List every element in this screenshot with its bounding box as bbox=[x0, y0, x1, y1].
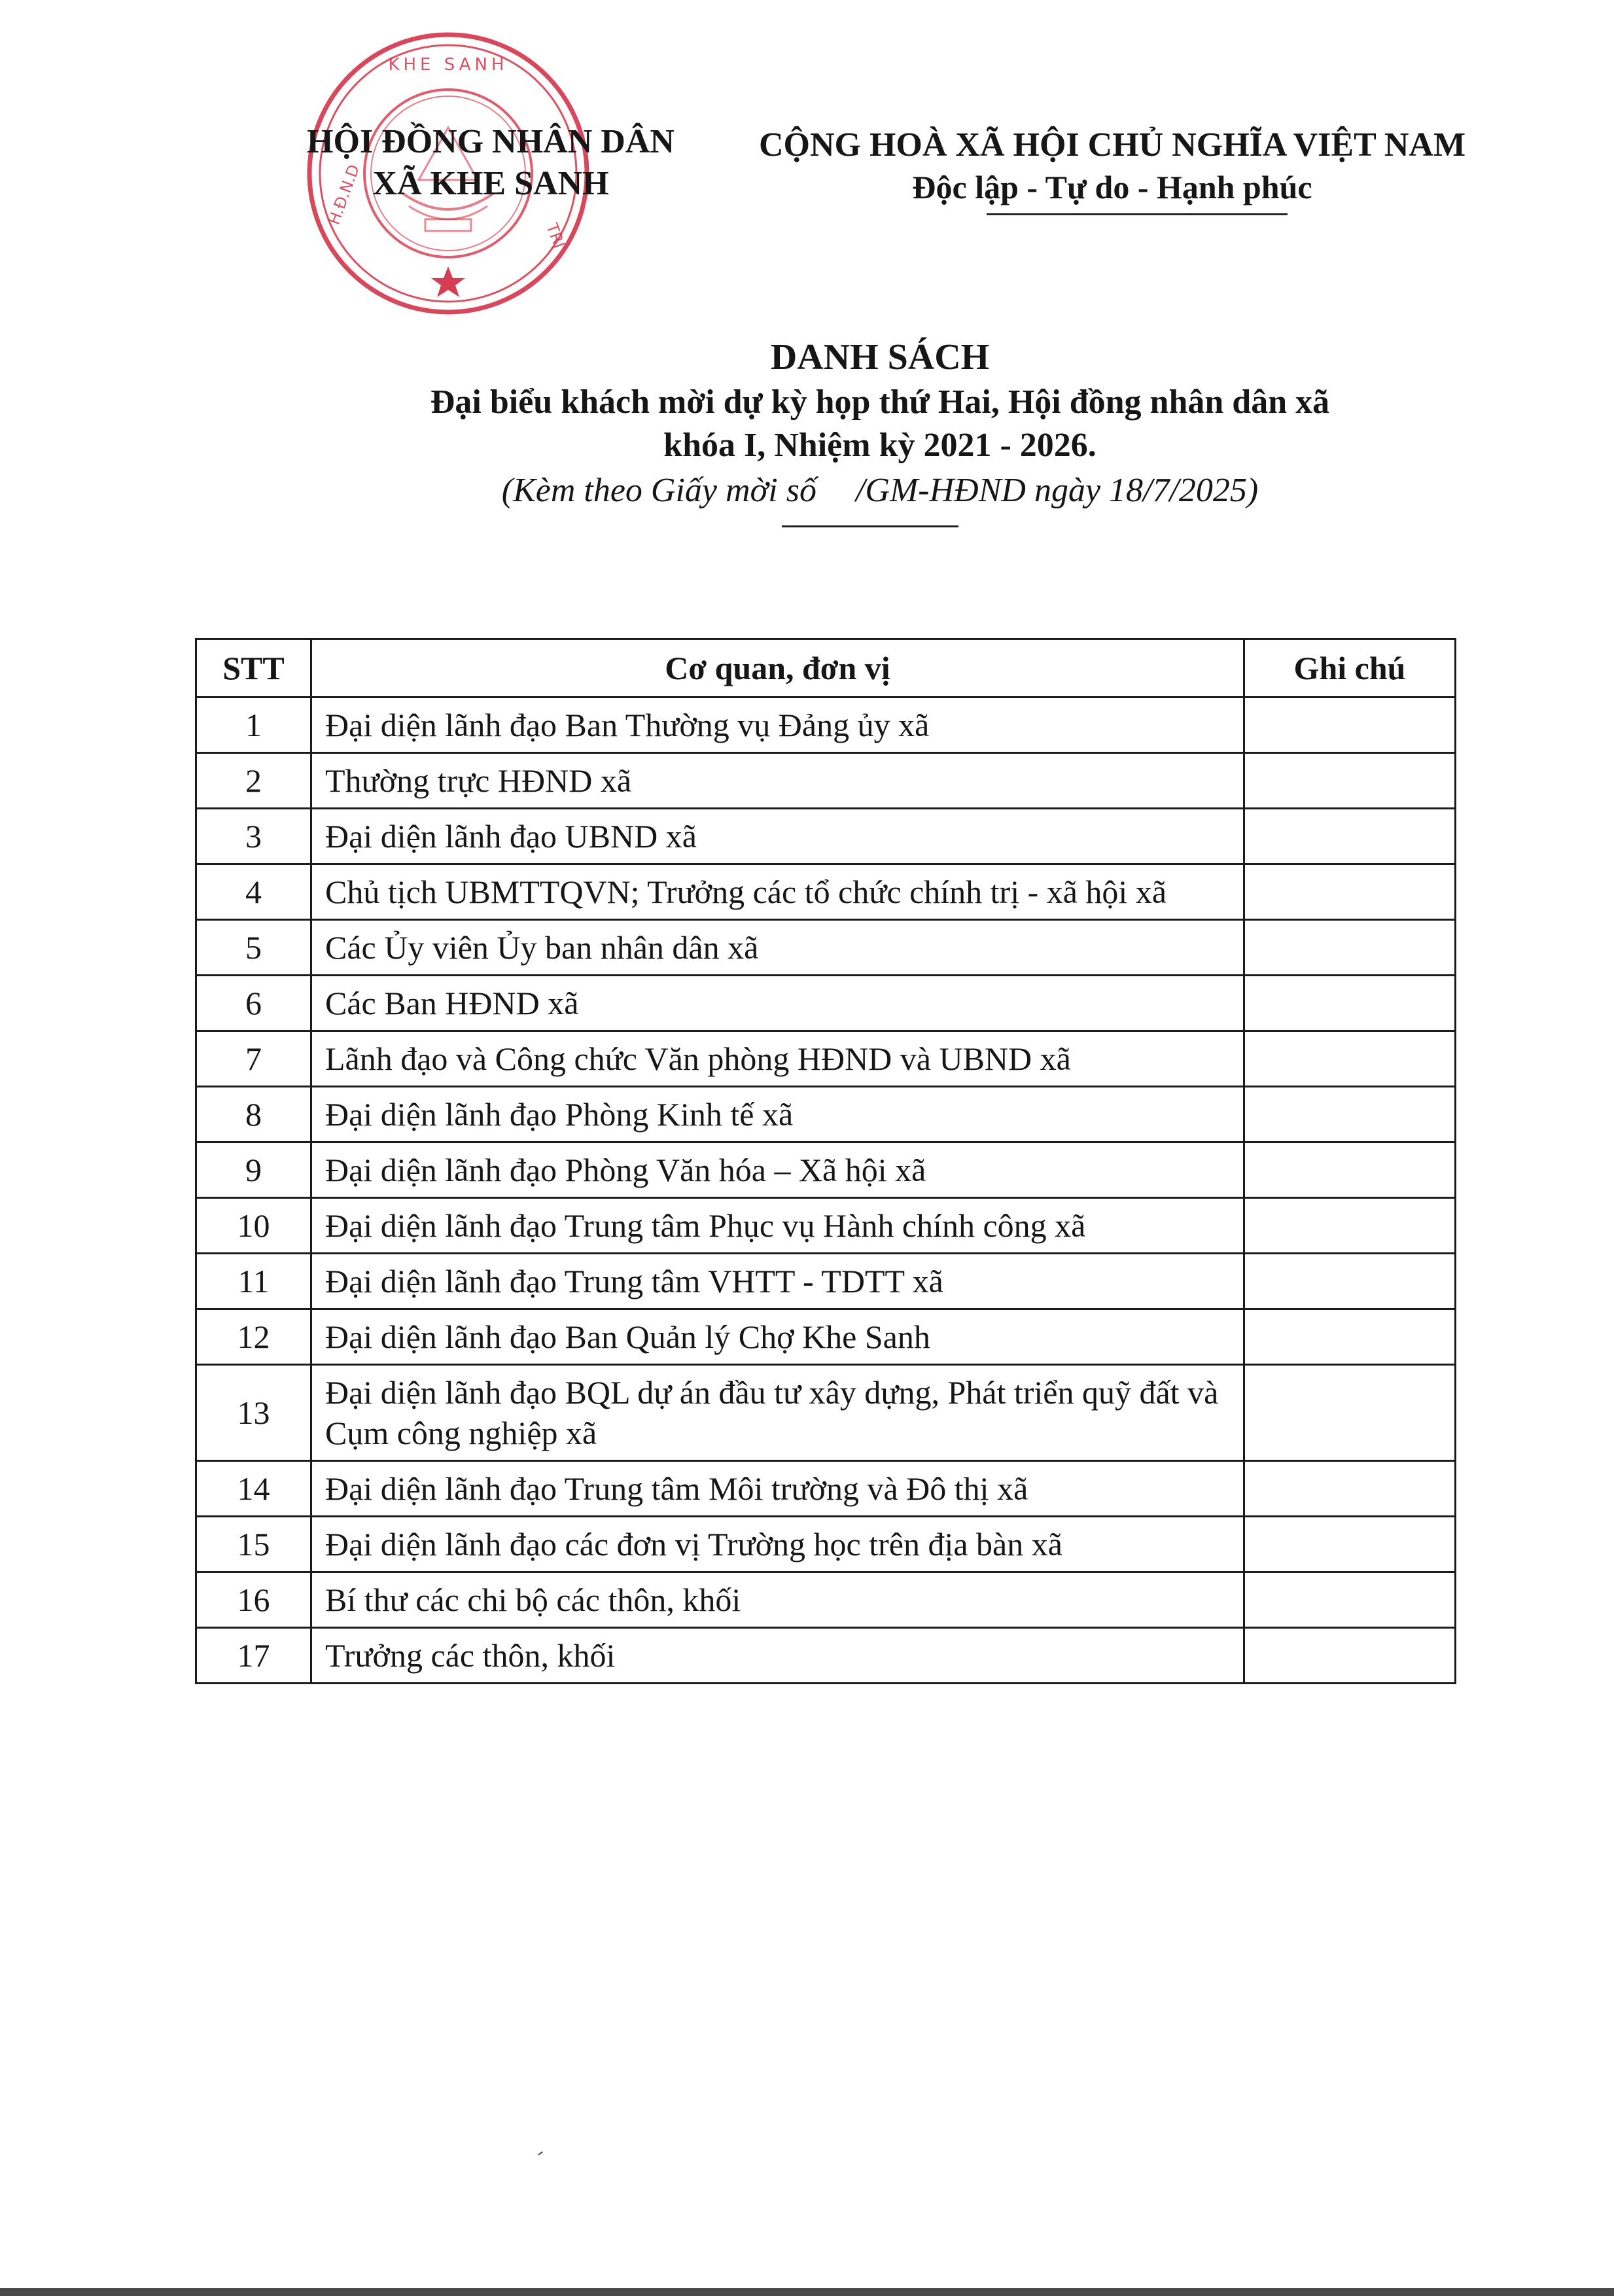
attachment-note bbox=[196, 467, 1564, 514]
note-cell bbox=[1244, 1628, 1456, 1684]
stt-cell: 14 bbox=[196, 1461, 311, 1517]
document-subtitle-line-1: Đại biểu khách mời dự kỳ họp thứ Hai, Hội đồng nhân dân xã bbox=[430, 383, 1330, 421]
note-cell bbox=[1244, 1087, 1456, 1142]
issuing-authority bbox=[262, 121, 720, 205]
note-cell bbox=[1244, 1142, 1456, 1198]
unit-cell: Lãnh đạo và Công chức Văn phòng HĐND và UBND xã bbox=[311, 1031, 1244, 1087]
stt-cell: 15 bbox=[196, 1517, 311, 1572]
unit-cell: Đại diện lãnh đạo Phòng Văn hóa – Xã hội xã bbox=[311, 1142, 1244, 1198]
invitee-table bbox=[195, 638, 1456, 1684]
unit-cell: Đại diện lãnh đạo các đơn vị Trường học trên địa bàn xã bbox=[311, 1517, 1244, 1572]
stt-cell: 12 bbox=[196, 1309, 311, 1365]
stt-cell: 17 bbox=[196, 1628, 311, 1684]
note-cell bbox=[1244, 1365, 1456, 1461]
national-motto: Độc lập - Tự do - Hạnh phúc bbox=[912, 169, 1312, 205]
attachment-note-part-1: (Kèm theo Giấy mời số bbox=[501, 472, 816, 509]
note-cell bbox=[1244, 1572, 1456, 1628]
document-title: DANH SÁCH bbox=[770, 337, 990, 378]
table-row bbox=[196, 1254, 1456, 1309]
unit-cell: Đại diện lãnh đạo BQL dự án đầu tư xây dựng, Phát triển quỹ đất và Cụm công nghiệp xã bbox=[311, 1365, 1244, 1461]
table-body bbox=[196, 698, 1456, 1684]
stt-cell: 6 bbox=[196, 976, 311, 1031]
note-cell bbox=[1244, 1254, 1456, 1309]
table-row bbox=[196, 1461, 1456, 1517]
table-row bbox=[196, 1628, 1456, 1684]
unit-cell: Đại diện lãnh đạo Phòng Kinh tế xã bbox=[311, 1087, 1244, 1142]
stt-cell: 5 bbox=[196, 920, 311, 976]
unit-cell: Thường trực HĐND xã bbox=[311, 753, 1244, 809]
table-row bbox=[196, 753, 1456, 809]
table-row bbox=[196, 1087, 1456, 1142]
note-cell bbox=[1244, 864, 1456, 920]
note-cell bbox=[1244, 1198, 1456, 1254]
stt-cell: 9 bbox=[196, 1142, 311, 1198]
stt-cell: 2 bbox=[196, 753, 311, 809]
scan-speck bbox=[538, 2151, 543, 2155]
table-row bbox=[196, 920, 1456, 976]
table-row bbox=[196, 864, 1456, 920]
header-stt: STT bbox=[196, 639, 311, 698]
stt-cell: 4 bbox=[196, 864, 311, 920]
unit-cell: Đại diện lãnh đạo Trung tâm Phục vụ Hành chính công xã bbox=[311, 1198, 1244, 1254]
unit-cell: Trưởng các thôn, khối bbox=[311, 1628, 1244, 1684]
note-cell bbox=[1244, 753, 1456, 809]
stt-cell: 7 bbox=[196, 1031, 311, 1087]
table-row bbox=[196, 1517, 1456, 1572]
unit-cell: Bí thư các chi bộ các thôn, khối bbox=[311, 1572, 1244, 1628]
table-row bbox=[196, 1142, 1456, 1198]
authority-line-2: XÃ KHE SANH bbox=[372, 165, 609, 202]
table-header-row bbox=[196, 639, 1456, 698]
table-row bbox=[196, 976, 1456, 1031]
title-underline bbox=[782, 525, 958, 527]
nation-name: CỘNG HOÀ XÃ HỘI CHỦ NGHĨA VIỆT NAM bbox=[758, 126, 1466, 164]
table-row bbox=[196, 809, 1456, 864]
note-cell bbox=[1244, 809, 1456, 864]
table-row bbox=[196, 1365, 1456, 1461]
unit-cell: Đại diện lãnh đạo Trung tâm Môi trường và Đô thị xã bbox=[311, 1461, 1244, 1517]
table-row bbox=[196, 1198, 1456, 1254]
unit-cell: Đại diện lãnh đạo Trung tâm VHTT - TDTT xã bbox=[311, 1254, 1244, 1309]
scan-bottom-edge bbox=[0, 2288, 1614, 2296]
table-row bbox=[196, 1572, 1456, 1628]
unit-cell: Chủ tịch UBMTTQVN; Trưởng các tổ chức chính trị - xã hội xã bbox=[311, 864, 1244, 920]
stt-cell: 10 bbox=[196, 1198, 311, 1254]
stt-cell: 3 bbox=[196, 809, 311, 864]
svg-text:TRỊ: TRỊ bbox=[542, 221, 569, 251]
unit-cell: Các Ban HĐND xã bbox=[311, 976, 1244, 1031]
note-cell bbox=[1244, 1031, 1456, 1087]
stt-cell: 13 bbox=[196, 1365, 311, 1461]
note-cell bbox=[1244, 920, 1456, 976]
stt-cell: 16 bbox=[196, 1572, 311, 1628]
stt-cell: 8 bbox=[196, 1087, 311, 1142]
document-subtitle-line-2: khóa I, Nhiệm kỳ 2021 - 2026. bbox=[663, 427, 1096, 464]
header-unit: Cơ quan, đơn vị bbox=[311, 639, 1244, 698]
stt-cell: 1 bbox=[196, 698, 311, 753]
attachment-note-part-2: /GM-HĐND ngày 18/7/2025) bbox=[855, 472, 1259, 509]
note-cell bbox=[1244, 1309, 1456, 1365]
national-heading bbox=[720, 124, 1505, 209]
document-title-block bbox=[196, 334, 1564, 514]
svg-text:KHE SANH: KHE SANH bbox=[388, 55, 508, 75]
header-note: Ghi chú bbox=[1244, 639, 1456, 698]
unit-cell: Đại diện lãnh đạo UBND xã bbox=[311, 809, 1244, 864]
note-cell bbox=[1244, 1461, 1456, 1517]
motto-underline bbox=[987, 213, 1288, 215]
table-row bbox=[196, 1031, 1456, 1087]
stt-cell: 11 bbox=[196, 1254, 311, 1309]
unit-cell: Đại diện lãnh đạo Ban Thường vụ Đảng ủy xã bbox=[311, 698, 1244, 753]
note-cell bbox=[1244, 976, 1456, 1031]
note-cell bbox=[1244, 698, 1456, 753]
table-row bbox=[196, 1309, 1456, 1365]
authority-line-1: HỘI ĐỒNG NHÂN DÂN bbox=[307, 123, 675, 160]
svg-text:H.Đ.N.D: H.Đ.N.D bbox=[325, 162, 364, 228]
unit-cell: Đại diện lãnh đạo Ban Quản lý Chợ Khe Sanh bbox=[311, 1309, 1244, 1365]
table-row bbox=[196, 698, 1456, 753]
note-cell bbox=[1244, 1517, 1456, 1572]
unit-cell: Các Ủy viên Ủy ban nhân dân xã bbox=[311, 920, 1244, 976]
